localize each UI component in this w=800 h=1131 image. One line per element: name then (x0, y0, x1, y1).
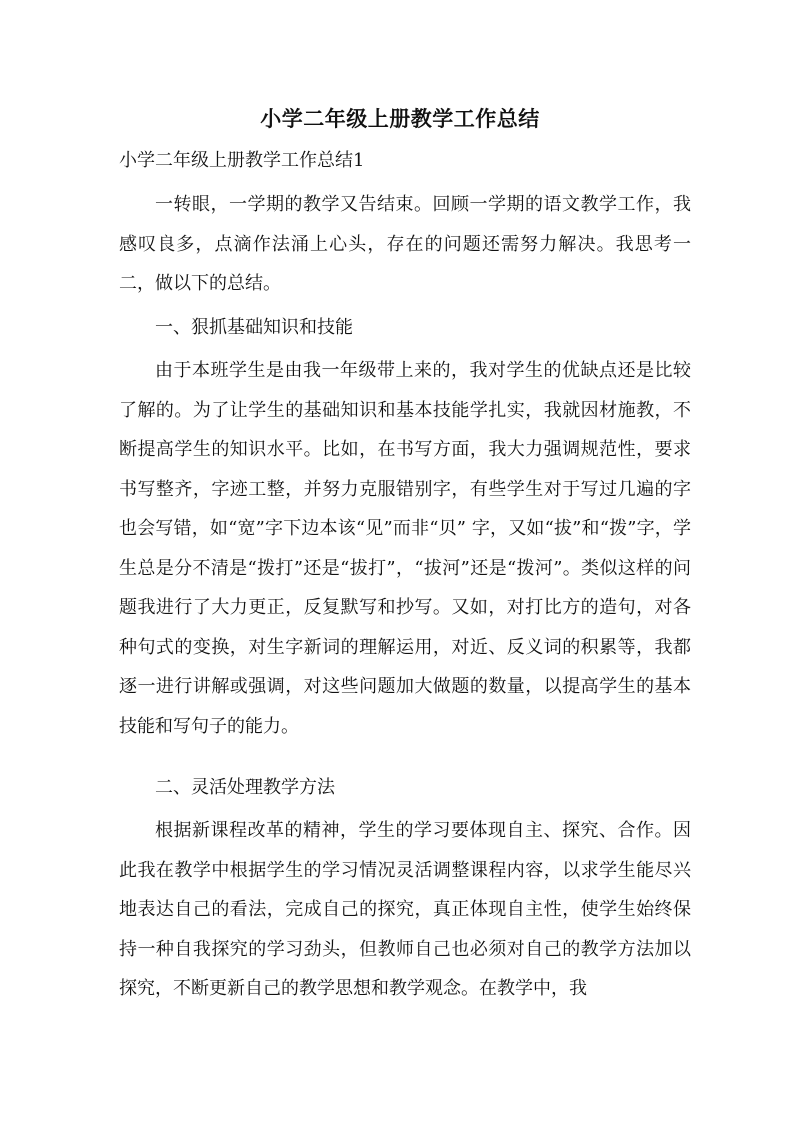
document-subtitle: 小学二年级上册教学工作总结1 (119, 150, 365, 171)
section-heading-2: 二、灵活处理教学方法 (155, 777, 335, 798)
section-heading-1: 一、狠抓基础知识和技能 (155, 317, 353, 338)
paragraph-intro: 一转眼，一学期的教学又告结束。回顾一学期的语文教学工作，我感叹良多，点滴作法涌上心头，存在的问题还需努力解决。我思考一二，做以下的总结。 (119, 194, 691, 294)
paragraph-section-2: 根据新课程改革的精神，学生的学习要体现自主、探究、合作。因此我在教学中根据学生的学习情况灵活调整课程内容，以求学生能尽兴地表达自己的看法，完成自己的探究，真正体现自主性，使学生始终保持一种自我探究的学习劲头，但教师自己也必须对自己的教学方法加以探究，不断更新自己的教学思想和教学观念。在教学中，我 (119, 820, 691, 999)
paragraph-section-1: 由于本班学生是由我一年级带上来的，我对学生的优缺点还是比较了解的。为了让学生的基础知识和基本技能学扎实，我就因材施教，不断提高学生的知识水平。比如，在书写方面，我大力强调规范性，要求书写整齐，字迹工整，并努力克服错别字，有些学生对于写过几遍的字也会写错，如“宽”字下边本该“见”而非“贝” 字，又如“拔”和“拨”字，学生总是分不清是“拨打”还是“拔打”，“拔河”还是“拨河”。类似这样的问题我进行了大力更正，反复默写和抄写。又如，对打比方的造句，对各种句式的变换，对生字新词的理解运用，对近、反义词的积累等，我都逐一进行讲解或强调，对这些问题加大做题的数量，以提高学生的基本技能和写句子的能力。 (119, 360, 691, 737)
document-title: 小学二年级上册教学工作总结 (260, 106, 540, 131)
